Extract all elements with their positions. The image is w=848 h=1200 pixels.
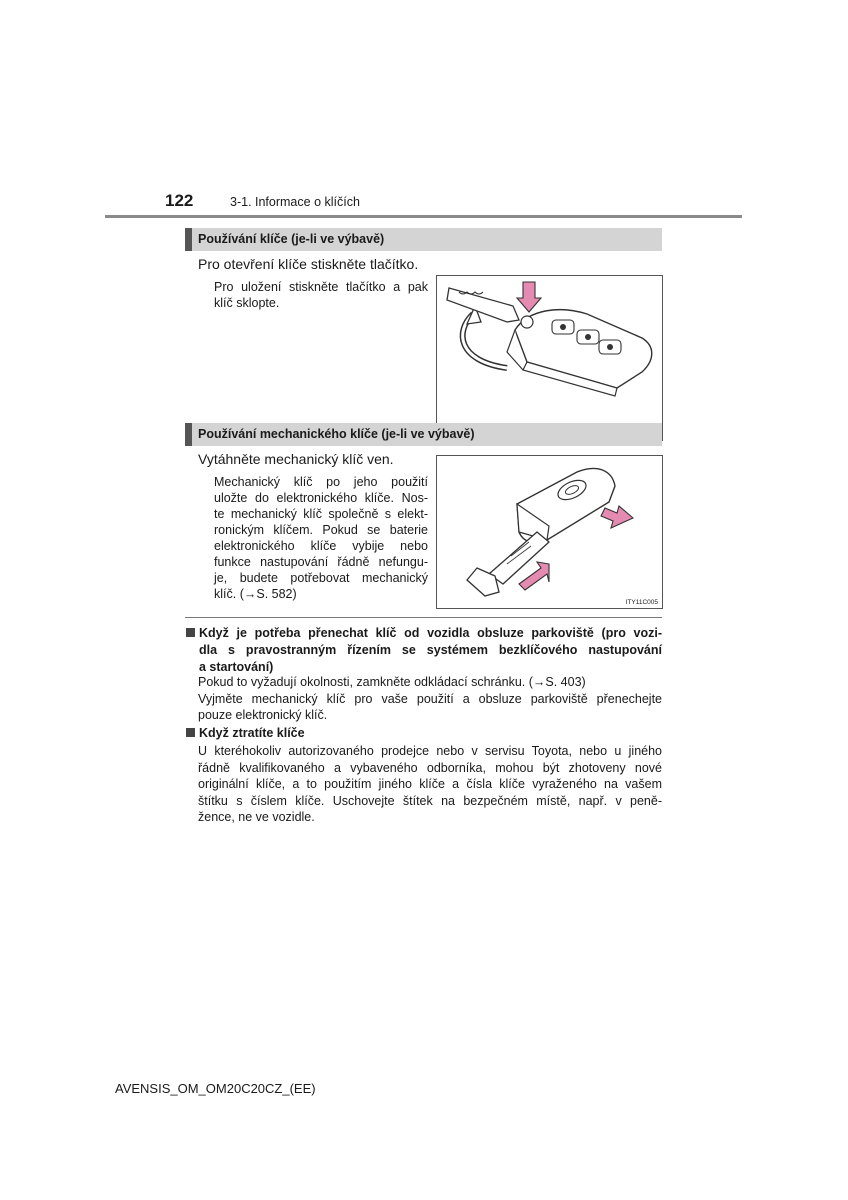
figure-code: ITY11C005	[625, 599, 658, 606]
section2-intro: Vytáhněte mechanický klíč ven.	[198, 451, 394, 467]
mechanical-key-figure	[436, 455, 663, 609]
title-line: Když je potřeba přenechat klíč od vozidla obsluze parkoviště (pro vozi-	[199, 626, 662, 640]
push-arrow-icon	[601, 506, 633, 528]
info-lost-keys-body	[198, 743, 662, 826]
breadcrumb: 3-1. Informace o klíčích	[230, 195, 360, 209]
note-line: klíč sklopte.	[214, 296, 280, 310]
body-line: U kteréhokoliv autorizovaného prodejce nebo v servisu Toyota, nebo u jiného	[198, 744, 662, 758]
section-title-mechanical-key: Používání mechanického klíče (je-li ve výbavě)	[185, 423, 662, 446]
mechanical-key-illustration	[437, 456, 662, 608]
body-line: pouze elektronický klíč.	[198, 708, 328, 722]
section-divider	[185, 617, 662, 618]
title-text: Když ztratíte klíče	[199, 726, 305, 740]
body-line: originální klíče, a to použitím jiného klíče a čísla klíče vyraženého na vašem	[198, 777, 662, 791]
body-line: štítku s číslem klíče. Uschovejte štítek na bezpečném místě, např. v peně-	[198, 793, 662, 808]
info-lost-keys-title	[186, 725, 662, 742]
info-valet-title	[186, 625, 662, 676]
note-line: elektronického klíče vybije nebo	[214, 539, 428, 553]
body-line: řádně kvalifikovaného a vybaveného odborníka, mohou být zhotoveny nové	[198, 760, 662, 775]
note-line: te mechanický klíč společně s elekt-	[214, 507, 428, 521]
note-line: Mechanický klíč po jeho použití	[214, 475, 428, 489]
section2-note	[214, 474, 428, 602]
note-line: uložte do elektronického klíče. Nos-	[214, 491, 428, 505]
info-valet-body	[198, 674, 662, 724]
title-line: dla s pravostranným řízením se systémem bezklíčového nastupování	[199, 643, 662, 657]
body-line: Vyjměte mechanický klíč pro vaše použití a obsluze parkoviště přenechejte	[198, 691, 662, 706]
header-divider	[105, 215, 742, 218]
body-line: žence, ne ve vozidle.	[198, 810, 315, 824]
note-line: Pro uložení stiskněte tlačítko a pak	[214, 280, 428, 294]
body-line: Pokud to vyžadují okolnosti, zamkněte odkládací schránku. (→S. 403)	[198, 675, 586, 689]
section1-intro: Pro otevření klíče stiskněte tlačítko.	[198, 256, 419, 272]
square-bullet-icon	[186, 728, 195, 737]
press-arrow-icon	[517, 282, 541, 312]
note-line: klíč. (→S. 582)	[214, 587, 297, 601]
square-bullet-icon	[186, 628, 195, 637]
pull-arrow-icon	[519, 562, 549, 590]
footer-doc-code: AVENSIS_OM_OM20C20CZ_(EE)	[115, 1081, 316, 1096]
note-line: ronickým klíčem. Pokud se baterie	[214, 523, 428, 537]
section-title-key-usage: Používání klíče (je-li ve výbavě)	[185, 228, 662, 251]
title-line: a startování)	[199, 660, 274, 674]
section1-note	[214, 279, 428, 311]
key-fold-figure	[436, 275, 663, 441]
note-line: je, budete potřebovat mechanický	[214, 571, 428, 585]
folding-key-illustration	[437, 276, 662, 440]
note-line: funkce nastupování řádně nefungu-	[214, 555, 428, 569]
page-number: 122	[165, 191, 194, 210]
